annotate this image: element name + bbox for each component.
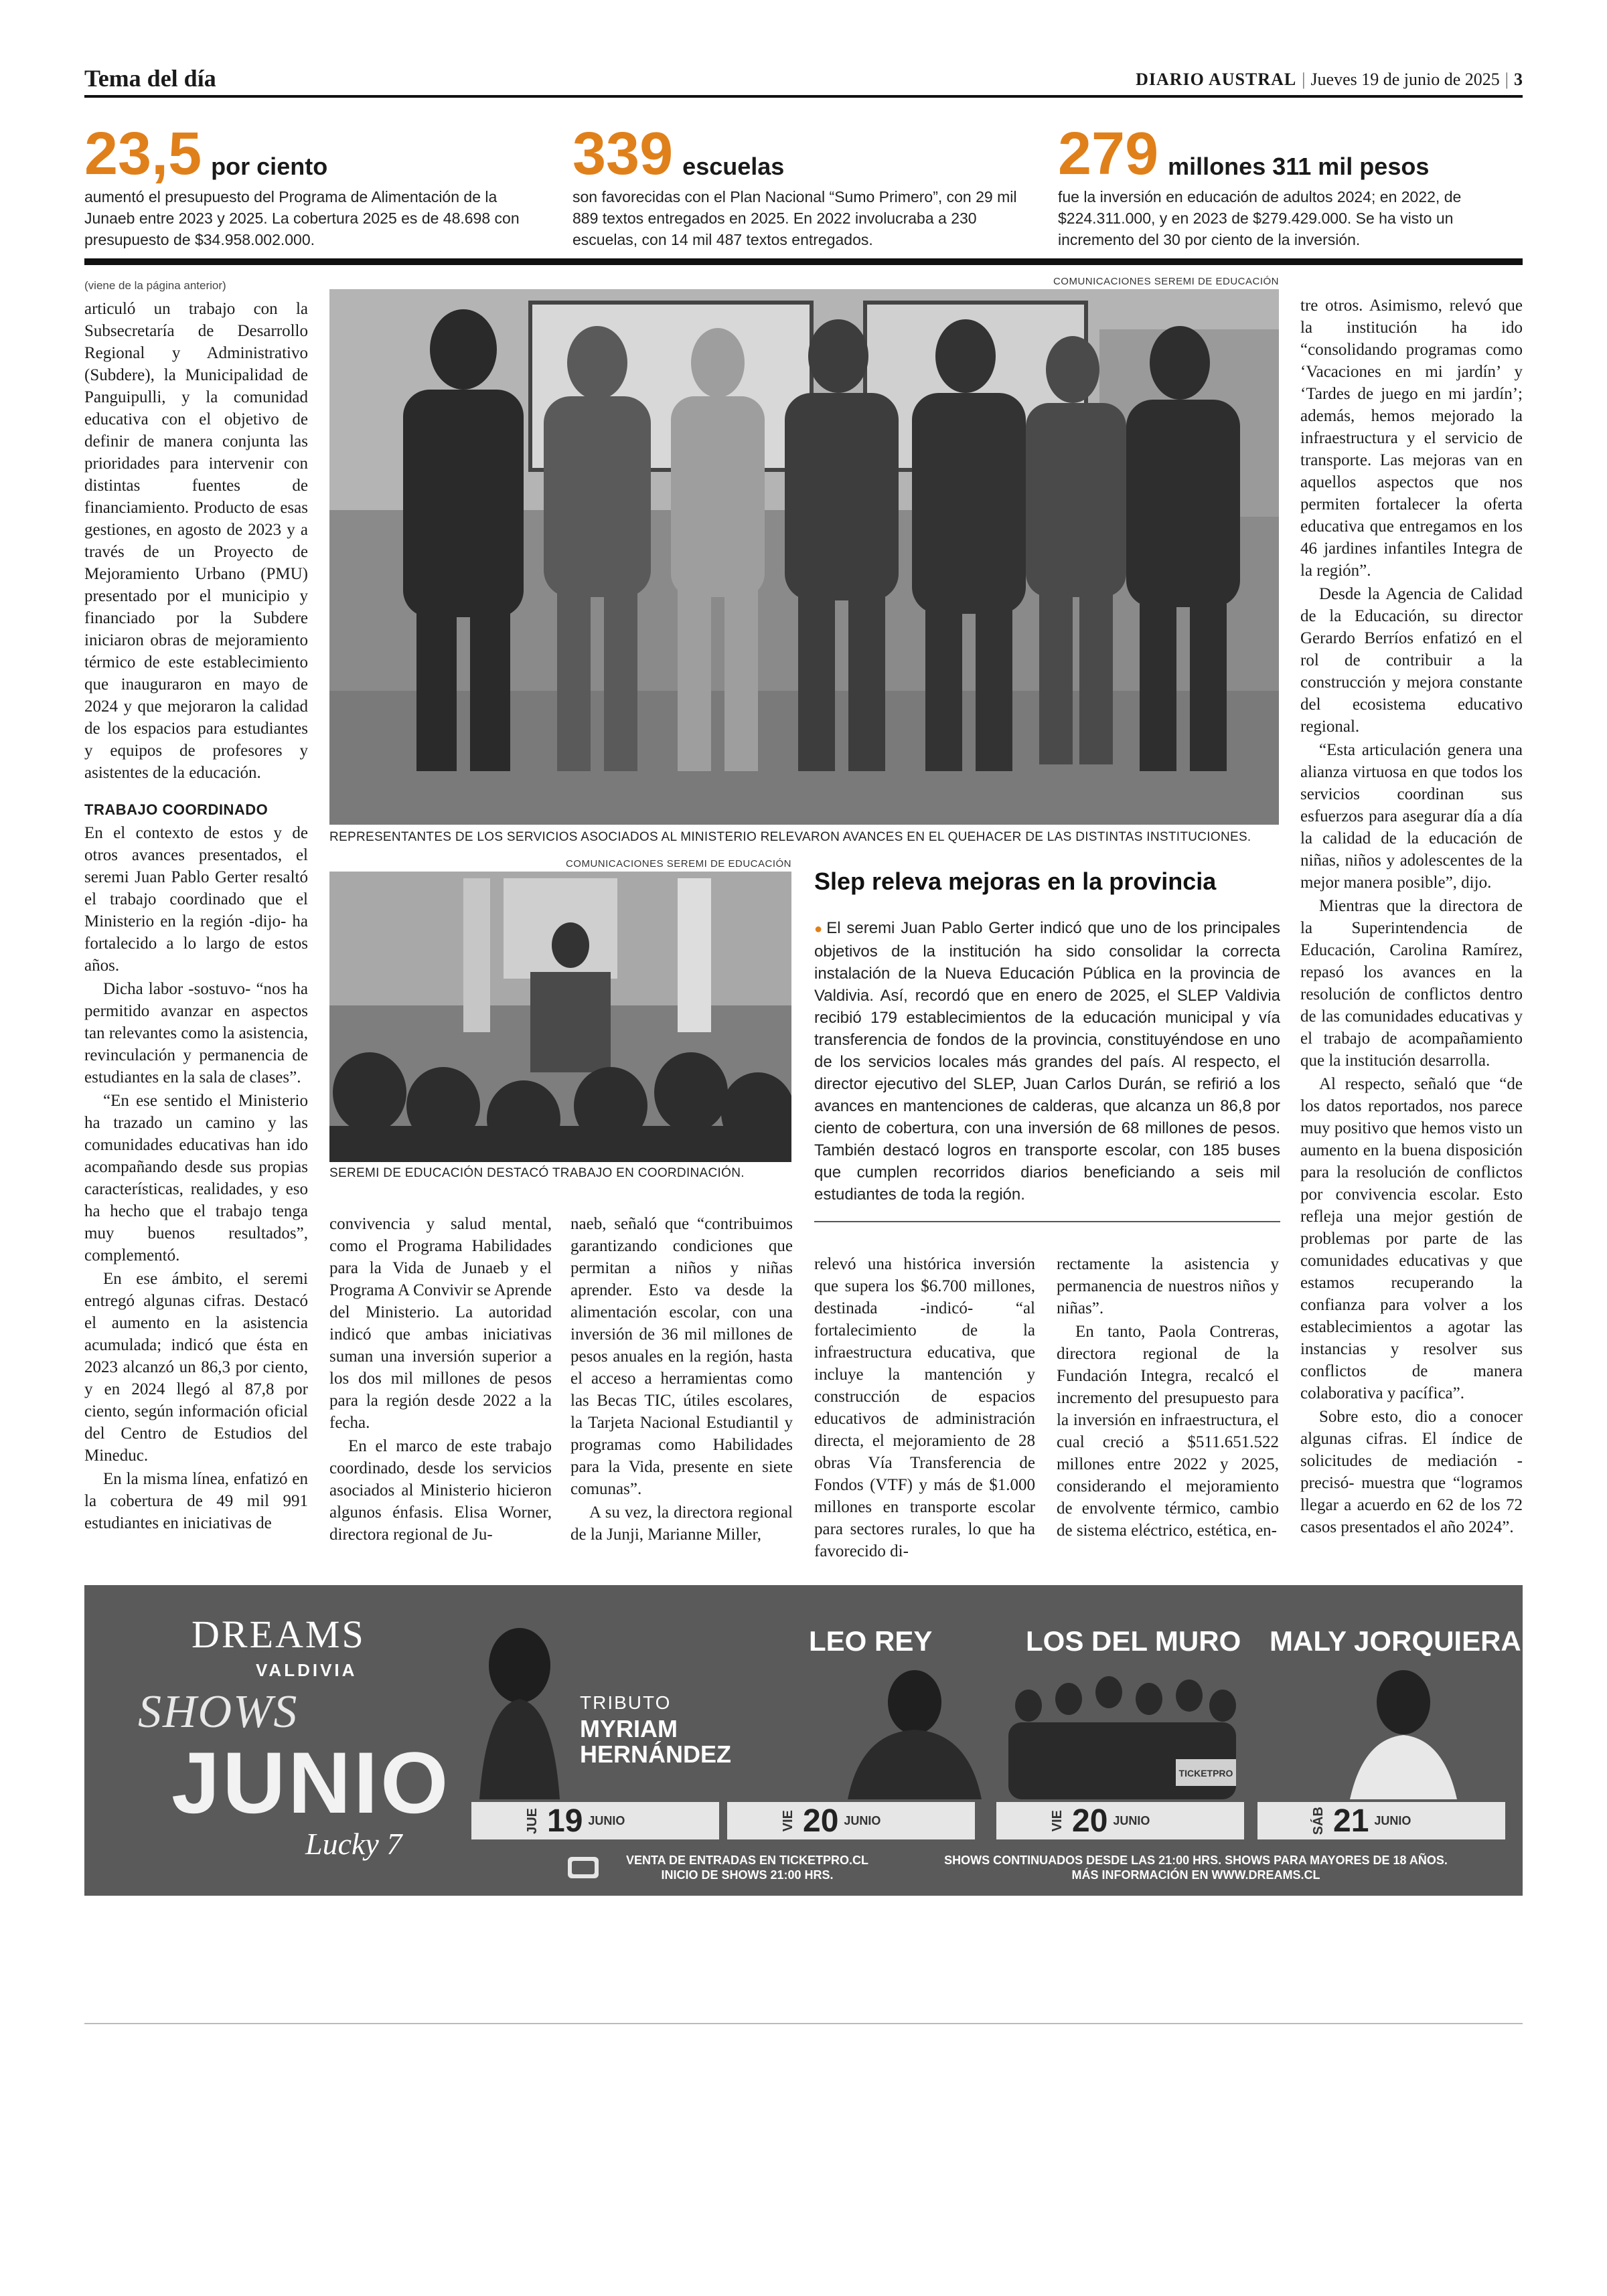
artist-3-name: LOS DEL MURO — [1026, 1625, 1241, 1657]
paragraph: relevó una histórica inversión que supera los $6.700 millones, destinada -indicó- “al fortalecimiento de la infraestructura educativa, que incluye la mantención y construcción de espacios educativos de administración directa, el mejoramiento de 28 obras Vía Transferencia de Fondos (VTF) y más de $1.000 millones en transporte escolar para sectores rurales, lo que ha favorecido di- — [814, 1255, 1035, 1560]
ad-footer-right — [928, 1853, 1464, 1882]
date-number: 20 — [803, 1803, 839, 1839]
date-number: 20 — [1072, 1803, 1108, 1839]
sidebar-body: El seremi Juan Pablo Gerter indicó que uno de los principales objetivos de la institución ha sido consolidar la correcta instalación de la Nueva Educación Pública en la provincia de Valdivia. Así, recordó que en enero de 2025, el SLEP Valdivia recibió 179 establecimientos de la educación municipal y vía transferencia de fondos de la provincia, constituyéndose en uno de los servicios locales más grandes del país. Al respecto, el director ejecutivo del SLEP, Juan Carlos Durán, se refirió a los avances en mantenciones de calderas, que alcanza un 86,8 por ciento de cobertura, con una inversión de 68 millones de pesos. También destacó logros en transporte escolar, con 185 buses que cumplen recorridos diarios beneficiando a seis mil estudiantes de toda la región. — [814, 919, 1280, 1204]
date-number: 19 — [547, 1803, 583, 1839]
article-column-2 — [329, 1213, 552, 1547]
artist-photo-3 — [1002, 1665, 1243, 1799]
photo-credit: COMUNICACIONES SEREMI DE EDUCACIÓN — [565, 858, 791, 870]
stat-description: son favorecidas con el Plan Nacional “Sumo Primero”, con 29 mil 889 textos entregados en 2025. En 2022 involucraba a 230 escuelas, con 14 mil 487 textos entregados. — [572, 188, 1017, 248]
sidebar-text — [814, 917, 1280, 1206]
paragraph: En el contexto de estos y de otros avances presentados, el seremi Juan Pablo Gerter resaltó el trabajo coordinado que el Ministerio en la región -dijo- ha fortalecido a lo largo de estos años. — [84, 824, 308, 975]
stat-unit: millones 311 mil pesos — [1168, 153, 1430, 180]
newspaper-name: DIARIO AUSTRAL — [1136, 70, 1297, 89]
stat-number: 279 — [1058, 120, 1159, 187]
stat-number: 339 — [572, 120, 674, 187]
artist-1-pre: TRIBUTO — [580, 1692, 672, 1713]
paragraph: En ese ámbito, el seremi entregó algunas cifras. Destacó el aumento en la asistencia acumulada; indicó que ésta en 2023 alcanzó un 86,3 por ciento, y en 2024 llegó al 87,8 por ciento, según información oficial del Centro de Estudios del Mineduc. — [84, 1270, 308, 1465]
paragraph: Al respecto, señaló que “de los datos reportados, nos parece muy positivo que hemos visto un aumento en la buena disposición para la resolución de conflictos por convivencia escolar. Esto refleja una mejor gestión de problemas por parte de las comunidades educativas y que estamos recuperando la confianza para volver a los establecimientos a agotar las instancias y resolver sus conflictos de manera colaborativa y pacífica”. — [1300, 1075, 1523, 1402]
paragraph: En el marco de este trabajo coordinado, desde los servicios asociados al Ministerio hicieron algunos énfasis. Elisa Worner, directora regional de Ju- — [329, 1437, 552, 1544]
subheading: TRABAJO COORDINADO — [84, 801, 269, 818]
continued-note: (viene de la página anterior) — [84, 279, 226, 292]
ad-lucky-seven-logo: Lucky 7 — [305, 1827, 402, 1861]
masthead: DIARIO AUSTRAL | Jueves 19 de junio de 2025 | 3 — [1136, 70, 1523, 89]
date-month: JUNIO — [844, 1813, 881, 1827]
stats-divider — [84, 258, 1523, 265]
bottom-divider — [84, 2023, 1523, 2024]
group-photo — [329, 289, 1279, 825]
stat-unit: por ciento — [211, 153, 328, 180]
artist-photo-4 — [1336, 1665, 1470, 1799]
artist-4-name: MALY JORQUIERA — [1270, 1625, 1521, 1657]
paragraph: Sobre esto, dio a conocer algunas cifras. El índice de solicitudes de mediación -precisó- muestra que “logramos llegar a acuerdo en 62 de los 72 casos presentados el año 2024”. — [1300, 1408, 1523, 1536]
date-bar-3 — [996, 1802, 1244, 1839]
ticket-icon — [566, 1853, 600, 1882]
ad-footer-line: INICIO DE SHOWS 21:00 HRS. — [661, 1868, 834, 1882]
article-column-4 — [814, 1253, 1035, 1564]
paragraph: rectamente la asistencia y permanencia de nuestros niños y niñas”. — [1057, 1255, 1279, 1317]
date-month: JUNIO — [1113, 1813, 1150, 1827]
artist-2-name: LEO REY — [809, 1625, 933, 1657]
bullet-icon: ● — [814, 922, 824, 936]
ad-shows-label: SHOWS — [138, 1686, 299, 1738]
article-column-6 — [1300, 295, 1523, 1540]
paragraph: En la misma línea, enfatizó en la cobertura de 49 mil 991 estudiantes en iniciativas de — [84, 1470, 308, 1532]
artist-photo-2 — [834, 1665, 995, 1799]
paragraph: “Esta articulación genera una alianza virtuosa en que todos los servicios coordinan sus esfuerzos para asegurar día a día la calidad de la educación de niñas, niños y adolescentes de la mejor manera posible”, dijo. — [1300, 741, 1523, 892]
ad-brand-location: VALDIVIA — [256, 1660, 358, 1680]
date-day: VIE — [1050, 1809, 1065, 1832]
ad-brand-logo: DREAMS — [192, 1613, 366, 1656]
page-header — [84, 64, 1523, 98]
paragraph: Dicha labor -sostuvo- “nos ha permitido avanzar en aspectos tan relevantes como la asistencia, revinculación y permanencia de estudiantes en la sala de clases”. — [84, 980, 308, 1086]
ticketpro-logo: TICKETPRO — [1178, 1768, 1233, 1779]
artist-1-name: MYRIAM HERNÁNDEZ — [580, 1715, 732, 1768]
photo-caption: REPRESENTANTES DE LOS SERVICIOS ASOCIADOS AL MINISTERIO RELEVARON AVANCES EN EL QUEHACER DE LAS DISTINTAS INSTITUCIONES. — [329, 830, 1251, 844]
paragraph: tre otros. Asimismo, relevó que la institución ha ido “consolidando programas como ‘Vacaciones en mi jardín’ y ‘Tardes de juego en mi jardín’; además, hemos mejorado la infraestructura y el servicio de transporte. Las mejoras van en aquellos aspectos que nos permiten fortalecer la oferta educativa que entregamos en los 46 jardines infantiles Integra de la región”. — [1300, 297, 1523, 580]
date-bar-4 — [1257, 1802, 1505, 1839]
paragraph: A su vez, la directora regional de la Junji, Marianne Miller, — [570, 1503, 793, 1544]
date-month: JUNIO — [1374, 1813, 1411, 1827]
group-photo-image — [329, 289, 1279, 825]
date-day: VIE — [781, 1809, 795, 1832]
article-column-3 — [570, 1213, 793, 1547]
paragraph: Desde la Agencia de Calidad de la Educación, su director Gerardo Berríos enfatizó en el rol de contribuir a la construcción y mejora constante del ecosistema educativo regional. — [1300, 585, 1523, 736]
paragraph: En tanto, Paola Contreras, directora regional de la Fundación Integra, recalcó el incremento del presupuesto para la inversión en infraestructura, el cual creció a $511.651.522 millones entre 2022 y 2025, considerando el mejoramiento de envolvente térmico, cambio de sistema eléctrico, estética, en- — [1057, 1323, 1279, 1540]
photo-caption: SEREMI DE EDUCACIÓN DESTACÓ TRABAJO EN COORDINACIÓN. — [329, 1166, 745, 1180]
stat-number: 23,5 — [84, 120, 202, 187]
issue-date: Jueves 19 de junio de 2025 — [1310, 70, 1500, 89]
stat-block-1 — [84, 120, 553, 250]
ad-footer-line: SHOWS CONTINUADOS DESDE LAS 21:00 HRS. SHOWS PARA MAYORES DE 18 AÑOS. — [944, 1854, 1448, 1867]
date-day: SÁB — [1311, 1806, 1326, 1835]
stat-block-2 — [572, 120, 1041, 250]
paragraph: naeb, señaló que “contribuimos garantizando condiciones que permitan a niños y niñas aprender. Esto va desde la alimentación escolar, con una inversión de 36 mil millones de pesos anuales en la región, hasta el acceso a herramientas como las Becas TIC, útiles escolares, la Tarjeta Nacional Estudiantil y programas como Habilidades para la Vida, presente en siete comunas”. — [570, 1215, 793, 1498]
ad-month: JUNIO — [171, 1734, 451, 1831]
article-column-5 — [1057, 1253, 1279, 1543]
date-bar-1 — [471, 1802, 719, 1839]
ad-footer-line: VENTA DE ENTRADAS EN TICKETPRO.CL — [625, 1854, 868, 1867]
ad-footer-left — [607, 1853, 888, 1882]
date-number: 21 — [1333, 1803, 1369, 1839]
artist-photo-1 — [466, 1625, 573, 1799]
stat-unit: escuelas — [682, 153, 785, 180]
stat-description: aumentó el presupuesto del Programa de Alimentación de la Junaeb entre 2023 y 2025. La cobertura 2025 es de 48.698 con presupuesto de $34.958.002.000. — [84, 188, 520, 248]
paragraph: Mientras que la directora de la Superintendencia de Educación, Carolina Ramírez, repasó los avances en la resolución de conflictos dentro de las comunidades educativas y el trabajo de acompañamiento que la institución desarrolla. — [1300, 897, 1523, 1070]
date-day: JUE — [525, 1807, 540, 1834]
page-number: 3 — [1514, 70, 1523, 89]
sidebar-title: Slep releva mejoras en la provincia — [814, 868, 1217, 895]
date-bar-2 — [727, 1802, 975, 1839]
section-title: Tema del día — [84, 65, 216, 92]
paragraph: “En ese sentido el Ministerio ha trazado un camino y las comunidades educativas han ido acompañando desde sus propias características, realidades, y eso ha hecho que el trabajo tenga muy buenos resultados”, complementó. — [84, 1092, 308, 1264]
photo-credit: COMUNICACIONES SEREMI DE EDUCACIÓN — [1053, 276, 1279, 287]
stat-description: fue la inversión en educación de adultos 2024; en 2022, de $224.311.000, y en 2023 de $279.429.000. Se ha visto un incremento del 30 por ciento de la inversión. — [1058, 188, 1462, 248]
advertisement-banner[interactable] — [84, 1585, 1523, 1896]
date-month: JUNIO — [588, 1813, 625, 1827]
stat-block-3 — [1058, 120, 1527, 250]
event-photo-image — [329, 872, 791, 1162]
paragraph: convivencia y salud mental, como el Programa Habilidades para la Vida de Junaeb y el Programa A Convivir se Aprende del Ministerio. La autoridad indicó que ambas iniciativas suman una inversión superior a los dos mil millones de pesos para la región desde 2022 a la fecha. — [329, 1215, 552, 1432]
article-column-1 — [84, 274, 308, 1536]
ad-footer-line: MÁS INFORMACIÓN EN WWW.DREAMS.CL — [1071, 1868, 1320, 1882]
sidebar-divider — [814, 1221, 1280, 1222]
event-photo — [329, 872, 791, 1162]
paragraph: articuló un trabajo con la Subsecretaría de Desarrollo Regional y Administrativo (Subdere), la Municipalidad de Panguipulli, y la comunidad educativa con el objetivo de definir de manera conjunta las prioridades para intervenir con distintas fuentes de financiamiento. Producto de esas gestiones, en agosto de 2023 y a través de un Proyecto de Mejoramiento Urbano (PMU) presentado por el municipio y financiado por la Subdere iniciaron obras de mejoramiento térmico de este establecimiento que inauguraron en mayo de 2024 y que mejoraron la calidad de los espacios para estudiantes y equipos de profesores y asistentes de la educación. — [84, 300, 308, 782]
